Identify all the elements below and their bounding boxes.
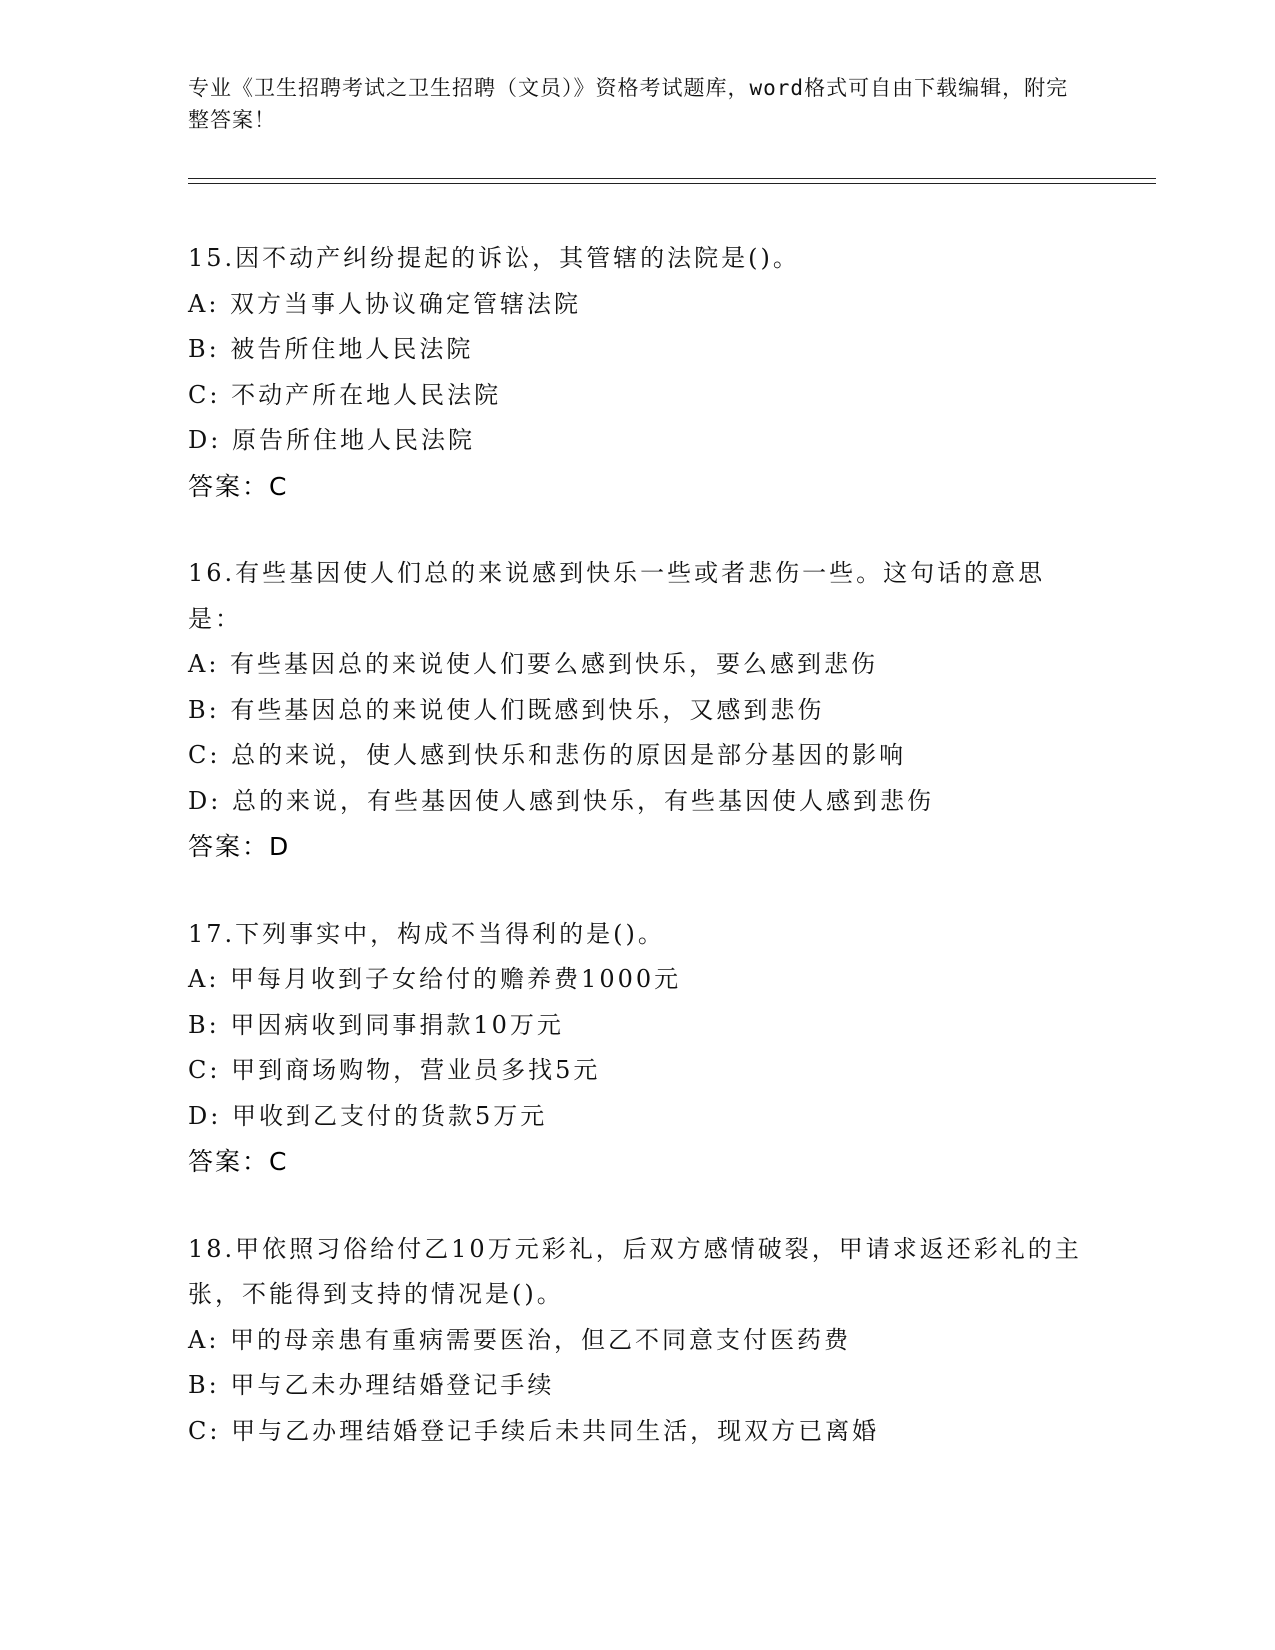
option-a: A: 双方当事人协议确定管辖法院 (188, 289, 582, 318)
option-b: B: 甲因病收到同事捐款10万元 (188, 1010, 564, 1039)
question-stem: 18.甲依照习俗给付乙10万元彩礼，后双方感情破裂，甲请求返还彩礼的主张，不能得到支持的情况是()。 (188, 1234, 1082, 1308)
option-c: C: 甲到商场购物，营业员多找5元 (188, 1056, 601, 1084)
option-c: C: 不动产所在地人民法院 (188, 380, 502, 409)
option-d: D: 总的来说，有些基因使人感到快乐，有些基因使人感到悲伤 (188, 786, 934, 815)
document-header: 专业《卫生招聘考试之卫生招聘（文员）》资格考试题库，word格式可自由下载编辑，附完整答案！ (188, 76, 1069, 132)
answer: 答案：D (188, 832, 291, 861)
header-divider-top (188, 178, 1156, 179)
option-a: A: 甲的母亲患有重病需要医治，但乙不同意支付医药费 (188, 1325, 852, 1354)
answer: 答案：C (188, 1147, 289, 1176)
question-17 (188, 912, 1088, 1185)
question-list (188, 236, 1088, 1496)
answer: 答案：C (188, 471, 289, 501)
option-b: B: 有些基因总的来说使人们既感到快乐，又感到悲伤 (188, 695, 825, 724)
question-15 (188, 236, 1088, 509)
question-stem: 17.下列事实中，构成不当得利的是()。 (188, 919, 665, 948)
option-a: A: 有些基因总的来说使人们要么感到快乐，要么感到悲伤 (188, 650, 879, 678)
option-b: B: 被告所住地人民法院 (188, 335, 474, 363)
option-c: C: 甲与乙办理结婚登记手续后未共同生活，现双方已离婚 (188, 1416, 880, 1445)
question-18 (188, 1227, 1088, 1455)
question-16 (188, 551, 1088, 870)
header-divider-bottom (188, 183, 1156, 184)
option-a: A: 甲每月收到子女给付的赡养费1000元 (188, 965, 682, 993)
question-stem: 15.因不动产纠纷提起的诉讼，其管辖的法院是()。 (188, 244, 800, 272)
option-b: B: 甲与乙未办理结婚登记手续 (188, 1371, 555, 1399)
question-stem: 16.有些基因使人们总的来说感到快乐一些或者悲伤一些。这句话的意思是： (188, 559, 1046, 633)
option-c: C: 总的来说，使人感到快乐和悲伤的原因是部分基因的影响 (188, 741, 907, 769)
option-d: D: 甲收到乙支付的货款5万元 (188, 1101, 548, 1130)
option-d: D: 原告所住地人民法院 (188, 426, 475, 454)
